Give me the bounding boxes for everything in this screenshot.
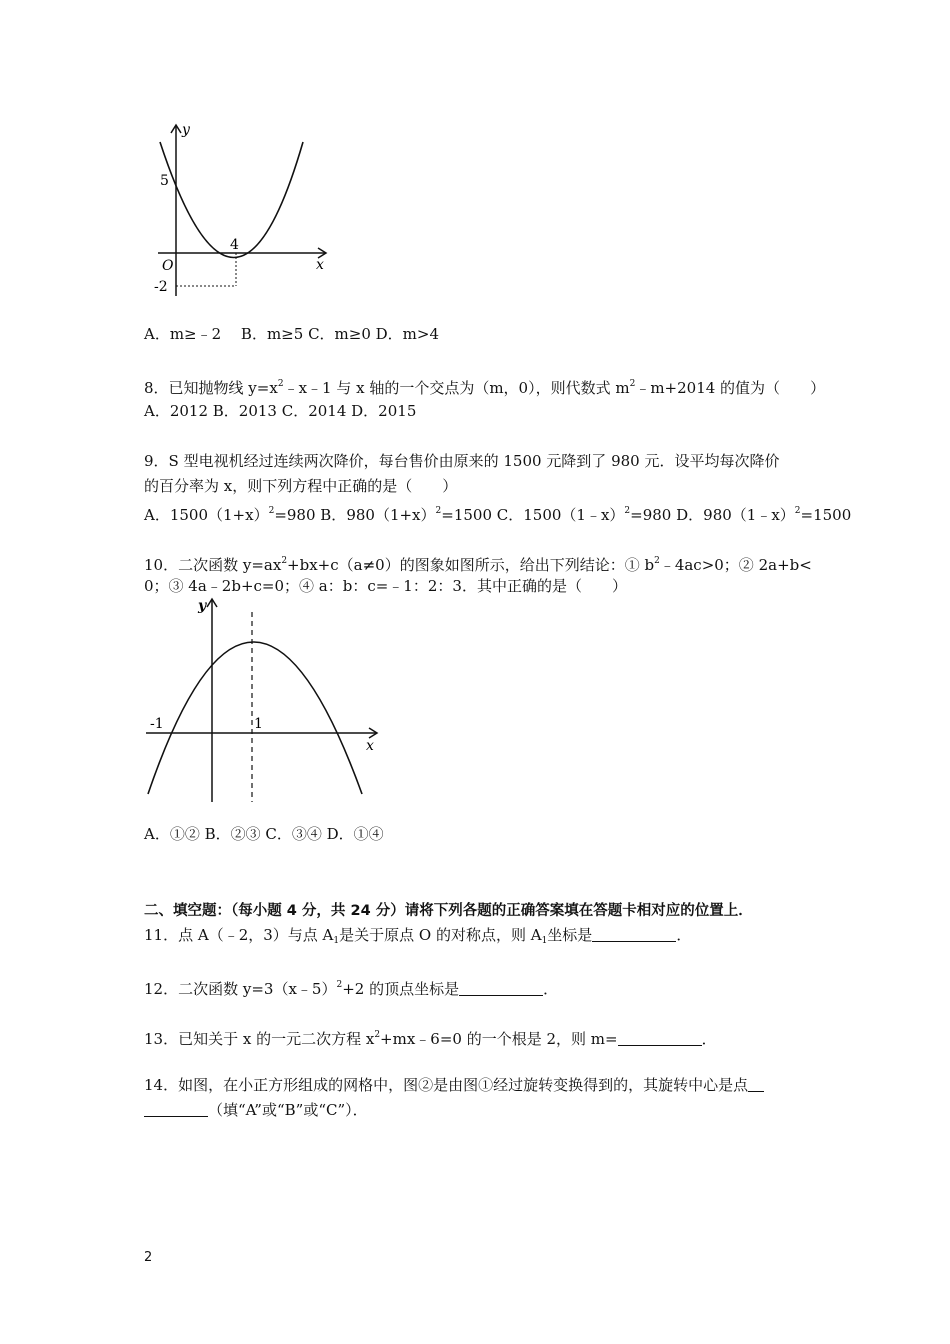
tick-label-1: 1 [254,716,263,732]
q8-sup-2: 2 [629,379,636,389]
tick-label-m2: -2 [154,279,168,295]
q10-options: A．①② B．②③ C．③④ D．①④ [144,825,384,843]
section-2-heading: 二、填空题：（每小题 4 分，共 24 分）请将下列各题的正确答案填在答题卡相对应的位置上． [144,903,753,919]
q9-line-2: 的百分率为 x，则下列方程中正确的是（ ） [144,477,458,495]
q12 [144,975,558,999]
q9-opt-c-eq: =980 D．980（1﹣x） [630,506,795,524]
x-axis-label: x [316,257,324,273]
page-number: 2 [144,1250,153,1265]
q13-text-1: 13．已知关于 x 的一元二次方程 x [144,1030,375,1048]
q12-text-1: 12．二次函数 y=3（x﹣5） [144,980,337,998]
q9-opt-d-eq: =1500 [800,506,852,524]
q8-question [144,374,825,398]
q9-sup-c: 2 [624,506,631,516]
q8-text-3: ﹣m+2014 的值为（ ） [635,379,826,397]
y-axis-label: y [182,122,190,138]
parabola-graph-1 [140,118,340,303]
q12-end: ． [543,980,559,998]
origin-label: O [162,258,174,274]
tick-label-5: 5 [160,173,169,189]
q9-opt-b-eq: =1500 C．1500（1﹣x） [441,506,625,524]
q13-sup: 2 [374,1030,381,1040]
q10-text-1: 10．二次函数 y=ax [144,556,282,574]
q9-opt-a: A．1500（1+x） [144,506,269,524]
q8-text-1: 8．已知抛物线 y=x [144,379,278,397]
q13-text-2: +mx﹣6=0 的一个根是 2，则 m= [380,1030,618,1048]
parabola-graph-2 [140,592,385,804]
q11-end: ． [676,926,692,944]
q9-sup-a: 2 [268,506,275,516]
x-axis-label: x [366,738,374,754]
q11-answer-blank[interactable] [592,927,676,942]
q9-sup-b: 2 [435,506,442,516]
q10-line-2: 0；③ 4a﹣2b+c=0；④ a：b：c=﹣1：2：3．其中正确的是（ ） [144,577,627,595]
q12-answer-blank[interactable] [459,981,543,996]
q13-end: ． [701,1030,717,1048]
q9-opt-b: 980（1+x） [346,506,436,524]
q8-text-2: ﹣x﹣1 与 x 轴的一个交点为（m，0），则代数式 m [283,379,630,397]
q14-text-1: 14．如图，在小正方形组成的网格中，图②是由图①经过旋转变换得到的，其旋转中心是点 [144,1076,749,1094]
q9-options [144,501,851,525]
q13 [144,1025,717,1049]
q14-answer-blank-2[interactable] [144,1102,208,1117]
q10-text-3: ﹣4ac>0；② 2a+b< [659,556,812,574]
y-axis-label: y [198,598,207,614]
q11-sub-1: 1 [333,936,340,946]
q9-sup-d: 2 [794,506,801,516]
q12-sup: 2 [336,980,343,990]
q9-line-1: 9．S 型电视机经过连续两次降价，每台售价由原来的 1500 元降到了 980 元．设平均每次降价 [144,452,780,470]
tick-label-4: 4 [230,237,239,253]
q9-opt-a-eq: =980 B． [274,506,347,524]
q7-options: A．m≥﹣2 B．m≥5 C．m≥0 D．m>4 [144,325,440,343]
q10-text-2: +bx+c（a≠0）的图象如图所示，给出下列结论：① b [287,556,655,574]
q11-text-1: 11．点 A（﹣2，3）与点 A [144,926,334,944]
q8-options: A．2012 B．2013 C．2014 D．2015 [144,402,417,420]
q14-line-2 [144,1100,368,1120]
q11-sub-2: 1 [541,936,548,946]
q10-sup-1: 2 [281,556,288,566]
q11-text-3: 坐标是 [547,926,593,944]
q12-text-2: +2 的顶点坐标是 [342,980,460,998]
q11-text-2: 是关于原点 O 的对称点，则 A [339,926,542,944]
q13-answer-blank[interactable] [618,1031,702,1046]
q10-sup-2: 2 [654,556,660,566]
q14-answer-blank-1[interactable] [748,1077,764,1092]
q8-sup-1: 2 [277,379,284,389]
q14-text-2: （填“A”或“B”或“C”）． [208,1101,368,1119]
q10-line-1 [144,551,812,575]
tick-label-m1: -1 [150,716,164,732]
q14-line-1 [144,1075,764,1095]
q11 [144,925,691,951]
